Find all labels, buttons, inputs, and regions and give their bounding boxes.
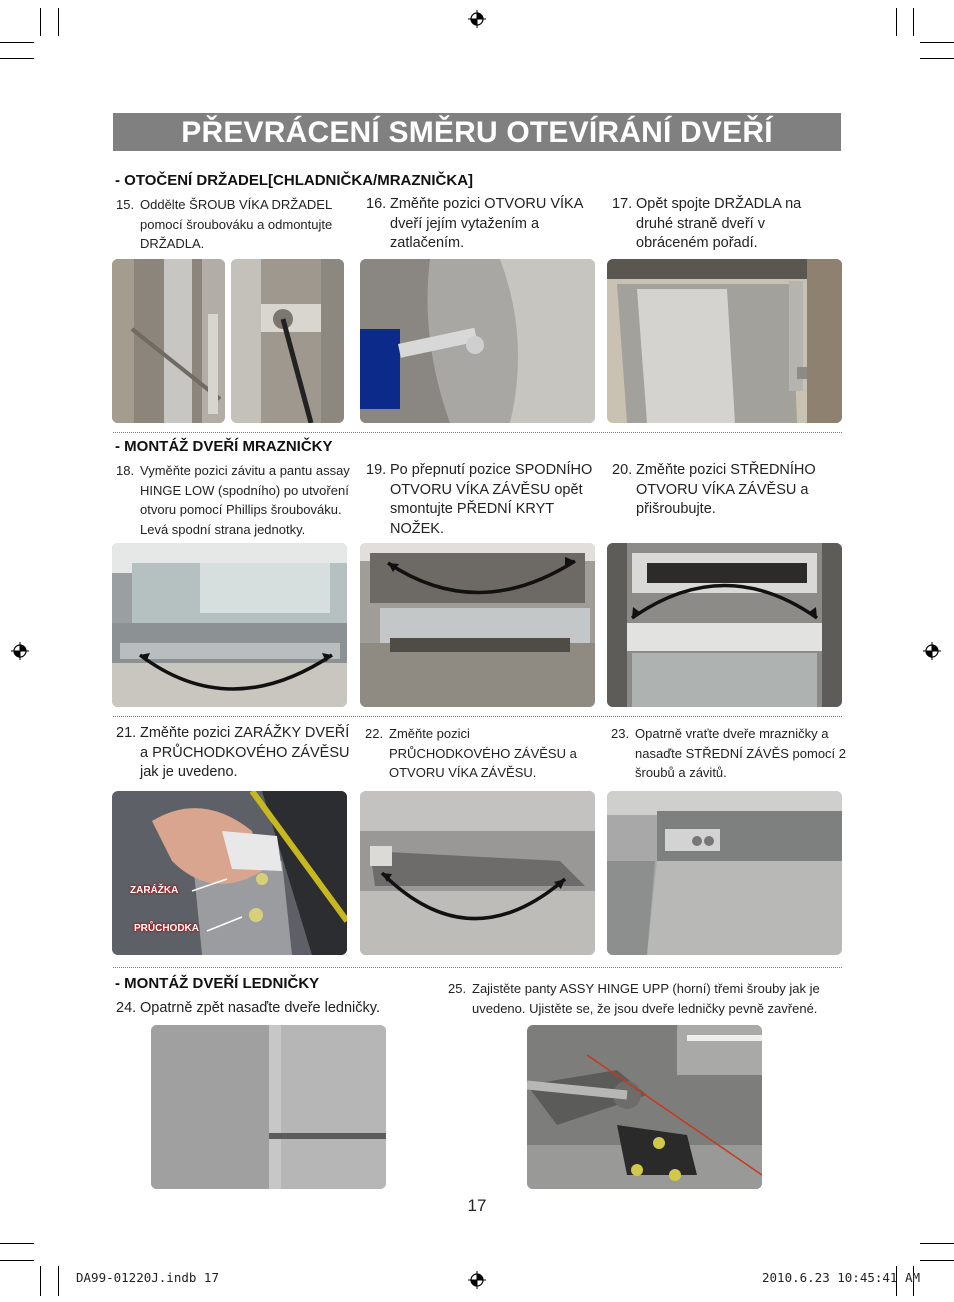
page-number: 17 xyxy=(467,1196,487,1215)
photo-door-reassembled xyxy=(607,791,842,955)
photo-handle-screw-b xyxy=(231,259,344,423)
crop-mark xyxy=(920,1260,954,1261)
step-22: 22. Změňte pozici PRŮCHODKOVÉHO ZÁVĚSU a OTVORU VÍKA ZÁVĚSU. xyxy=(365,726,577,780)
step-23: 23. Opatrně vraťte dveře mrazničky a nasaďte STŘEDNÍ ZÁVĚS pomocí 2 šroubů a závitů. xyxy=(611,726,847,780)
step-16: 16. Změňte pozici OTVORU VÍKA dveří jejím vytažením a zatlačením. xyxy=(366,196,583,251)
section-heading-freezer-door: - MONTÁŽ DVEŘÍ MRAZNIČKY xyxy=(115,438,333,455)
divider xyxy=(113,432,842,433)
crop-mark xyxy=(0,1243,34,1244)
section-heading-handles: - OTOČENÍ DRŽADEL[CHLADNIČKA/MRAZNIČKA] xyxy=(115,172,474,189)
divider xyxy=(113,716,842,717)
crop-mark xyxy=(913,8,914,36)
crop-mark xyxy=(40,8,41,36)
photo-stopper-grommet xyxy=(112,791,347,955)
photo-hinge-door-edge xyxy=(360,791,595,955)
crop-mark xyxy=(58,8,59,36)
crop-mark xyxy=(40,1266,41,1296)
label-grommet: PRŮCHODKA xyxy=(134,923,199,934)
photo-handle-screw-a xyxy=(112,259,225,423)
registration-mark-icon xyxy=(468,10,486,28)
step-24: 24. Opatrně zpět nasaďte dveře ledničky. xyxy=(116,1000,380,1016)
crop-mark xyxy=(0,58,34,59)
page-title: PŘEVRÁCENÍ SMĚRU OTEVÍRÁNÍ DVEŘÍ xyxy=(181,116,773,149)
footer-file-info: DA99-01220J.indb 17 xyxy=(76,1270,219,1285)
photo-cover-hole xyxy=(360,259,595,423)
registration-mark-icon xyxy=(923,642,941,660)
page-title-bar xyxy=(113,113,841,151)
crop-mark xyxy=(896,8,897,36)
crop-mark xyxy=(920,58,954,59)
photo-upper-hinge xyxy=(527,1025,762,1189)
step-25: 25. Zajistěte panty ASSY HINGE UPP (horní) třemi šrouby jak je uvedeno. Ujistěte se, že jsou dveře ledničky pevně zavřené. xyxy=(448,981,820,1016)
divider xyxy=(113,967,842,968)
crop-mark xyxy=(0,42,34,43)
label-stopper: ZARÁŽKA xyxy=(130,885,179,896)
registration-mark-icon xyxy=(11,642,29,660)
section-heading-fridge-door: - MONTÁŽ DVEŘÍ LEDNIČKY xyxy=(115,975,320,992)
step-19: 19. Po přepnutí pozice SPODNÍHO OTVORU VÍKA ZÁVĚSU opět smontujte PŘEDNÍ KRYT NOŽEK. xyxy=(366,462,593,537)
registration-mark-icon xyxy=(468,1271,486,1289)
crop-mark xyxy=(920,42,954,43)
photo-fridge-door xyxy=(151,1025,386,1189)
photo-handle-reattached xyxy=(607,259,842,423)
step-15: 15. Oddělte ŠROUB VÍKA DRŽADEL pomocí šroubováku a odmontujte DRŽADLA. xyxy=(116,197,333,251)
step-17: 17. Opět spojte DRŽADLA na druhé straně dveří v obráceném pořadí. xyxy=(612,196,802,251)
step-20: 20. Změňte pozici STŘEDNÍHO OTVORU VÍKA ZÁVĚSU a přišroubujte. xyxy=(612,462,816,517)
photo-lower-hinge xyxy=(112,543,347,707)
step-18: 18. Vyměňte pozici závitu a pantu assay HINGE LOW (spodního) po utvoření otvoru pomocí Phillips šroubováku. Levá spodní strana jednotky. xyxy=(116,463,350,537)
photo-leg-cover xyxy=(360,543,595,707)
footer-timestamp: 2010.6.23 10:45:41 AM xyxy=(762,1270,921,1285)
step-21: 21. Změňte pozici ZARÁŽKY DVEŘÍ a PRŮCHODKOVÉHO ZÁVĚSU jak je uvedeno. xyxy=(116,725,350,780)
crop-mark xyxy=(920,1243,954,1244)
crop-mark xyxy=(0,1260,34,1261)
crop-mark xyxy=(58,1266,59,1296)
photo-middle-hinge xyxy=(607,543,842,707)
